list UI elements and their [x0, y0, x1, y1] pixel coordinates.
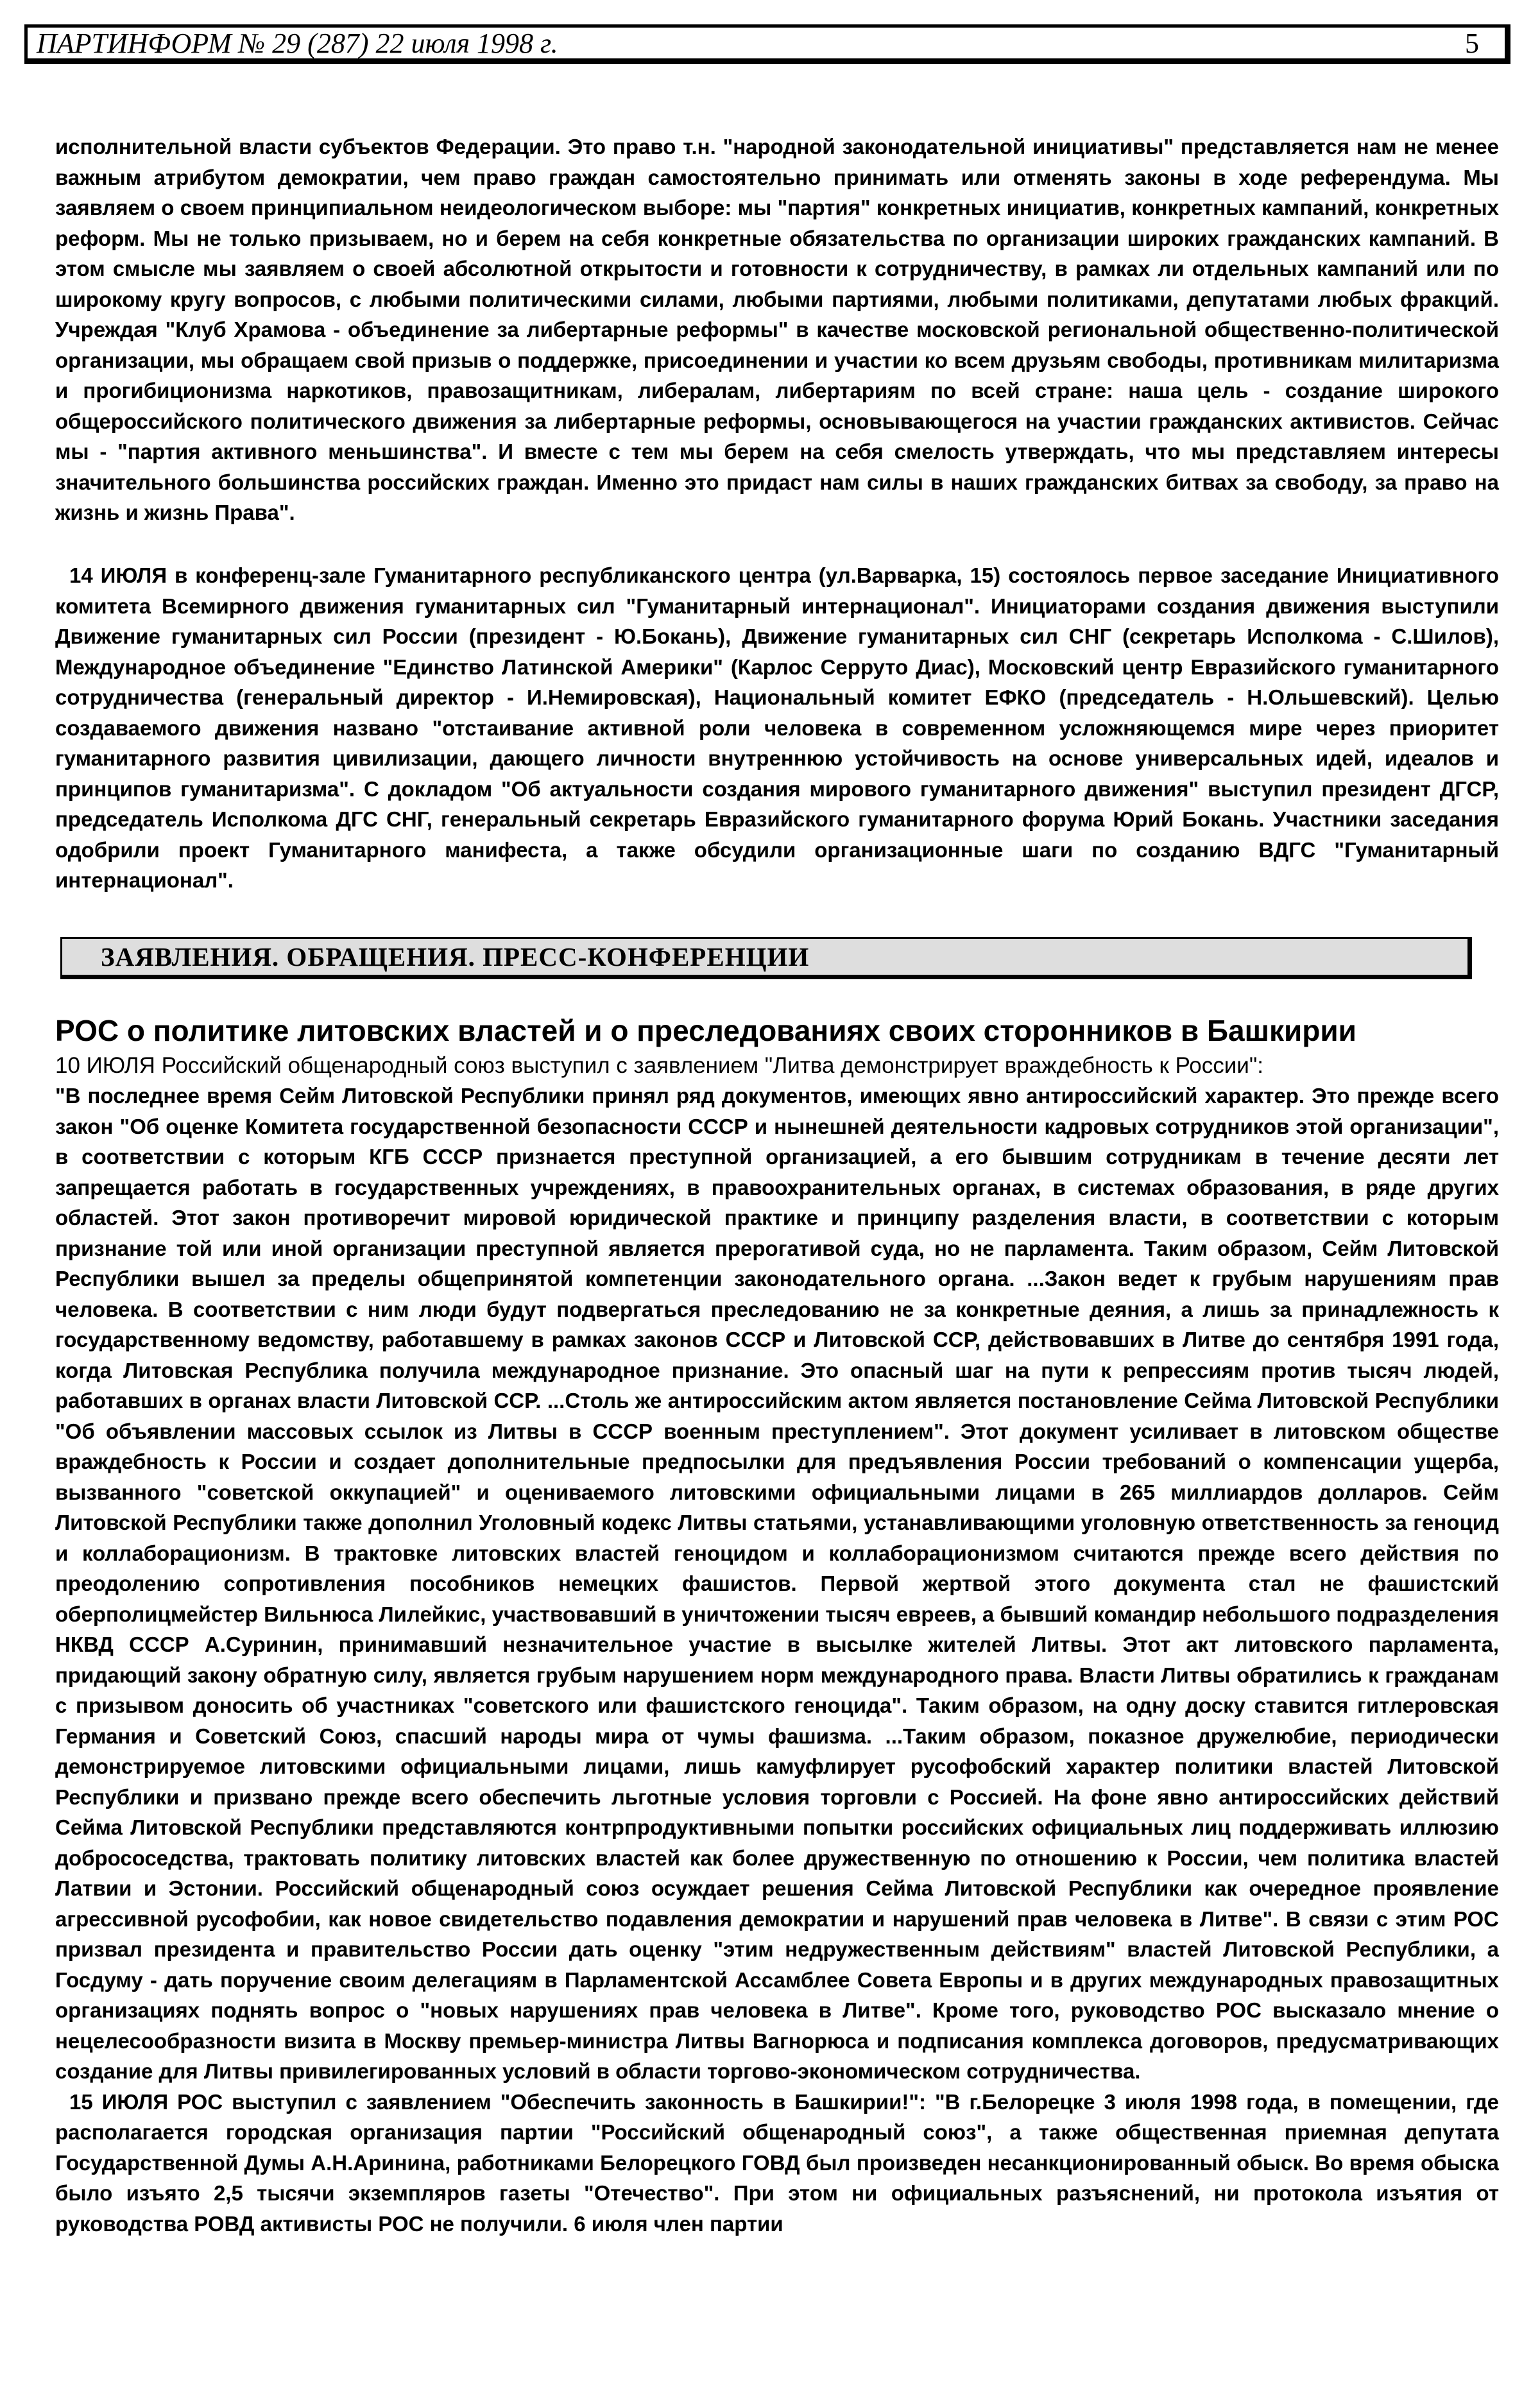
header-title: ПАРТИНФОРМ № 29 (287) 22 июля 1998 г. [37, 27, 558, 59]
section-heading: ЗАЯВЛЕНИЯ. ОБРАЩЕНИЯ. ПРЕСС-КОНФЕРЕНЦИИ [101, 942, 810, 972]
article-title: РОС о политике литовских властей и о преследованиях своих сторонников в Башкирии [55, 1014, 1356, 1047]
paragraph-humanitarian-international: 14 ИЮЛЯ в конференц-зале Гуманитарного республиканского центра (ул.Варварка, 15) состоялось первое заседание Инициативного комитета Всемирного движения гуманитарных сил "Гуманитарный интернационал". Инициаторами создания движения выступили Движение гуманитарных сил России (президент - Ю.Бокань), Движение гуманитарных сил СНГ (секретарь Исполкома - С.Шилов), Международное объединение "Единство Латинской Америки" (Карлос Серруто Диас), Московский центр Евразийского гуманитарного сотрудничества (генеральный директор - И.Немировская), Национальный комитет ЕФКО (председатель - Н.Ольшевский). Целью создаваемого движения названо "отстаивание активной роли человека в современном усложняющемся мире через приоритет гуманитарного развития цивилизации, дающего личности внутреннюю устойчивость на основе универсальных идей, идеалов и принципов гуманитаризма". С докладом "Об актуальности создания мирового гуманитарного движения" выступил президент ДГСР, председатель Исполкома ДГС СНГ, генеральный секретарь Евразийского гуманитарного форума Юрий Бокань. Участники заседания одобрили проект Гуманитарного манифеста, а также обсудили организационные шаги по созданию ВДГС "Гуманитарный интернационал". [55, 563, 1499, 892]
paragraph-libertarian-club: исполнительной власти субъектов Федерации. Это право т.н. "народной законодательной инициативы" представляется нам не менее важным атрибутом демократии, чем право граждан самостоятельно принимать или отменять законы в ходе референдума. Мы заявляем о своем принципиальном неидеологическом выборе: мы "партия" конкретных инициатив, конкретных кампаний, конкретных реформ. Мы не только призываем, но и берем на себя конкретные обязательства по организации широких гражданских кампаний. В этом смысле мы заявляем о своей абсолютной открытости и готовности к сотрудничеству, в рамках ли отдельных кампаний или по широкому кругу вопросов, с любыми политическими силами, любыми партиями, любыми политиками, депутатами любых фракций. Учреждая "Клуб Храмова - объединение за либертарные реформы" в качестве московской региональной общественно-политической организации, мы обращаем свой призыв о поддержке, присоединении и участии ко всем друзьям свободы, противникам милитаризма и прогибиционизма наркотиков, правозащитникам, либералам, либертариям по всей стране: наша цель - создание широкого общероссийского политического движения за либертарные реформы, основывающегося на участии гражданских активистов. Сейчас мы - "партия активного меньшинства". И вместе с тем мы берем на себя смелость утверждать, что мы представляем интересы значительного большинства российских граждан. Именно это придаст нам силы в наших гражданских битвах за свободу, за право на жизнь и жизнь Права". [55, 135, 1499, 524]
page-number: 5 [1465, 27, 1479, 59]
article-body [55, 1081, 1499, 2239]
article-intro: 10 ИЮЛЯ Российский общенародный союз выступил с заявлением "Литва демонстрирует враждебность к России": [55, 1053, 1264, 1078]
section-heading-band [60, 937, 1472, 979]
paragraph-block-humanitarian [55, 560, 1499, 896]
paragraph-bashkiria-statement: 15 ИЮЛЯ РОС выступил с заявлением "Обеспечить законность в Башкирии!": "В г.Белорецке 3 июля 1998 года, в помещении, где располагается городская организация партии "Российский общенародный союз", а также общественная приемная депутата Государственной Думы А.Н.Аринина, работниками Белорецкого ГОВД был произведен несанкционированный обыск. Во время обыска было изъято 2,5 тысячи экземпляров газеты "Отечество". При этом ни официальных разъяснений, ни протокола изъятия от руководства РОВД активисты РОС не получили. 6 июля член партии [55, 2089, 1499, 2236]
paragraph-continued [55, 132, 1499, 528]
page-header [24, 24, 1510, 64]
paragraph-lithuania-statement: "В последнее время Сейм Литовской Республики принял ряд документов, имеющих явно антироссийский характер. Это прежде всего закон "Об оценке Комитета государственной безопасности СССР и нынешней деятельности кадровых сотрудников этой организации", в соответствии с которым КГБ СССР признается преступной организацией, а его бывшим сотрудникам в течение десяти лет запрещается работать в государственных учреждениях, в правоохранительных органах, в системах образования, в ряде других областей. Этот закон противоречит мировой юридической практике и принципу разделения власти, в соответствии с которым признание той или иной организации преступной является прерогативой суда, но не парламента. Таким образом, Сейм Литовской Республики вышел за пределы общепринятой компетенции законодательного органа. ...Закон ведет к грубым нарушениям прав человека. В соответствии с ним люди будут подвергаться преследованию не за конкретные деяния, а лишь за принадлежность к государственному ведомству, работавшему в рамках законов СССР и Литовской ССР, действовавших в Литве до сентября 1991 года, когда Литовская Республика получила международное признание. Это опасный шаг на пути к репрессиям против тысяч людей, работавших в органах власти Литовской ССР. ...Столь же антироссийским актом является постановление Сейма Литовской Республики "Об объявлении массовых ссылок из Литвы в СССР военным преступлением". Этот документ усиливает в литовском обществе враждебность к России и создает дополнительные предпосылки для предъявления России требований о компенсации ущерба, вызванного "советской оккупацией" и оцениваемого литовскими официальными лицами в 265 миллиардов долларов. Сейм Литовской Республики также дополнил Уголовный кодекс Литвы статьями, устанавливающими уголовную ответственность за геноцид и коллаборационизм. В трактовке литовских властей геноцидом и коллаборационизмом считаются прежде всего действия по преодолению сопротивления пособников немецких фашистов. Первой жертвой этого документа стал не фашистский оберполицмейстер Вильнюса Лилейкис, участвовавший в уничтожении тысяч евреев, а бывший командир небольшого подразделения НКВД СССР А.Суринин, принимавший незначительное участие в высылке жителей Литвы. Этот акт литовского парламента, придающий закону обратную силу, является грубым нарушением норм международного права. Власти Литвы обратились к гражданам с призывом доносить об участниках "советского или фашистского геноцида". Таким образом, на одну доску ставится гитлеровская Германия и Советский Союз, спасший народы мира от чумы фашизма. ...Таким образом, показное дружелюбие, периодически демонстрируемое литовскими официальными лицами, лишь камуфлирует русофобский характер политики властей Литовской Республики и призвано прежде всего обеспечить льготные условия торговли с Россией. На фоне явно антироссийских действий Сейма Литовской Республики представляются контрпродуктивными попытки российских официальных лиц поддерживать иллюзию добрососедства, трактовать политику литовских властей как более дружественную по отношению к России, чем политика властей Латвии и Эстонии. Российский общенародный союз осуждает решения Сейма Литовской Республики как очередное проявление агрессивной русофобии, как новое свидетельство подавления демократии и нарушений прав человека в Литве". В связи с этим РОС призвал президента и правительство России дать оценку "этим недружественным действиям" властей Литовской Республики, а Госдуму - дать поручение своим делегациям в Парламентской Ассамблее Совета Европы и в других международных правозащитных организациях поднять вопрос о "новых нарушениях прав человека в Литве". Кроме того, руководство РОС высказало мнение о нецелесообразности визита в Москву премьер-министра Литвы Вагнорюса и подписания комплекса договоров, предусматривающих создание для Литвы привилегированных условий в области торгово-экономическом сотрудничества. [55, 1084, 1499, 2083]
